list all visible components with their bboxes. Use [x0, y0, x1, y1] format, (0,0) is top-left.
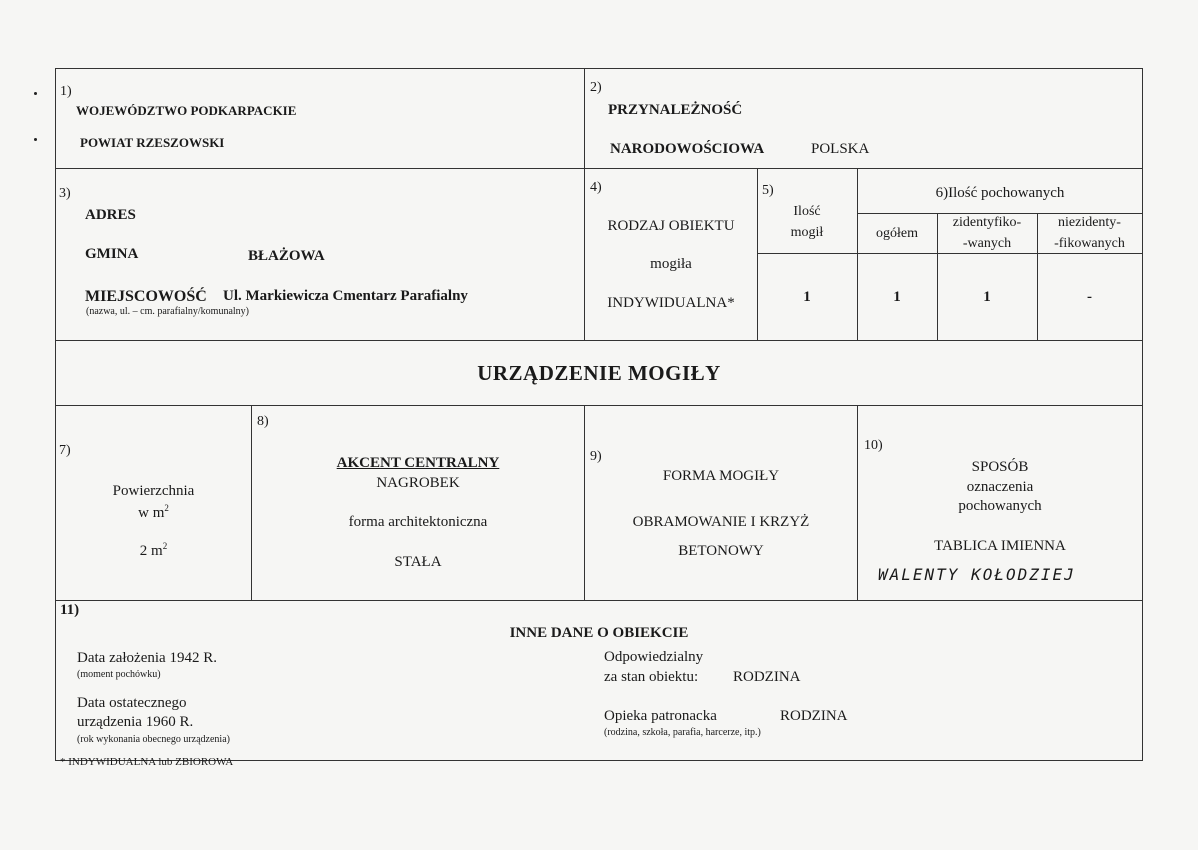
region-text: WOJEWÓDZTWO PODKARPACKIE	[76, 103, 297, 118]
gmina-label: GMINA	[85, 246, 139, 262]
care-label: Opieka patronacka	[604, 708, 717, 724]
cell5-number: 5)	[762, 183, 774, 198]
handwritten-name: WALENTY KOŁODZIEJ	[878, 565, 1076, 584]
buried-identified-header-1: zidentyfiko-	[952, 215, 1022, 230]
marking-label-2: oznaczenia	[966, 479, 1034, 495]
grave-form-label: FORMA MOGIŁY	[662, 468, 780, 484]
cell9-number: 9)	[590, 449, 602, 464]
cell7-number: 7)	[59, 443, 71, 458]
buried-total-header: ogółem	[876, 226, 918, 241]
margin-dot	[34, 92, 37, 95]
buried-identified-header-2: -wanych	[962, 236, 1012, 251]
responsible-label-1: Odpowiedzialny	[604, 649, 704, 665]
graves-count-label-1: Ilość	[793, 204, 821, 219]
footnote: * INDYWIDUALNA lub ZBIOROWA	[60, 756, 234, 768]
town-value: Ul. Markiewicza Cmentarz Parafialny	[223, 288, 468, 304]
address-label: ADRES	[85, 207, 136, 223]
area-value: 2 $m^2$	[139, 541, 168, 559]
graves-count-label-2: mogił	[790, 225, 824, 240]
buried-count-title: 6)Ilość pochowanych	[935, 185, 1065, 201]
care-value: RODZINA	[780, 708, 848, 724]
object-type-kind: INDYWIDUALNA*	[607, 295, 735, 311]
marking-label-1: SPOSÓB	[971, 459, 1029, 475]
cell1-number: 1)	[60, 84, 72, 99]
final-date-line-2: urządzenia 1960 R.	[77, 714, 194, 730]
cell4-number: 4)	[590, 180, 602, 195]
other-data-title: INNE DANE O OBIEKCIE	[509, 625, 689, 641]
final-date-line-1: Data ostatecznego	[77, 695, 187, 711]
cell10-number: 10)	[864, 438, 883, 453]
marking-label-3: pochowanych	[958, 498, 1042, 514]
district-text: POWIAT RZESZOWSKI	[80, 135, 225, 150]
nationality-label-2: NARODOWOŚCIOWA	[610, 141, 765, 157]
responsible-label-2: za stan obiektu:	[604, 669, 699, 685]
graves-count-value: 1	[803, 289, 811, 305]
founding-date: Data założenia 1942 R.	[77, 650, 217, 666]
town-label: MIEJSCOWOŚĆ	[85, 288, 207, 305]
area-label-1: Powierzchnia	[112, 483, 195, 499]
town-note: (nazwa, ul. – cm. parafialny/komunalny)	[86, 306, 249, 317]
cell3-number: 3)	[59, 186, 71, 201]
buried-identified-value: 1	[983, 289, 991, 305]
cell8-number: 8)	[257, 414, 269, 429]
margin-dot	[34, 138, 37, 141]
buried-total-value: 1	[893, 289, 901, 305]
central-accent-heading: AKCENT CENTRALNY	[336, 455, 500, 471]
buried-unidentified-header-2: -fikowanych	[1054, 236, 1125, 251]
buried-unidentified-value: -	[1087, 289, 1092, 305]
buried-unidentified-header-1: niezidenty-	[1058, 215, 1121, 230]
area-label-2: w $m^2$	[138, 503, 169, 521]
cell2-number: 2)	[590, 80, 602, 95]
marking-value: TABLICA IMIENNA	[934, 538, 1066, 554]
architectural-form-text: forma architektoniczna	[348, 514, 488, 530]
nationality-label-1: PRZYNALEŻNOŚĆ	[608, 102, 743, 118]
object-type-label: RODZAJ OBIEKTU	[607, 218, 735, 234]
grave-form-value-1: OBRAMOWANIE I KRZYŻ	[632, 514, 810, 530]
gravestone-text: NAGROBEK	[376, 475, 460, 491]
permanence-text: STAŁA	[394, 554, 442, 570]
cell11-number: 11)	[60, 602, 80, 618]
grave-form-value-2: BETONOWY	[678, 543, 764, 559]
section-title: URZĄDZENIE MOGIŁY	[477, 361, 721, 385]
founding-date-note: (moment pochówku)	[77, 669, 161, 680]
gmina-value: BŁAŻOWA	[248, 248, 325, 264]
nationality-value: POLSKA	[811, 141, 870, 157]
final-date-note: (rok wykonania obecnego urządzenia)	[77, 734, 230, 745]
responsible-value: RODZINA	[733, 669, 801, 685]
object-type-value: mogiła	[650, 256, 692, 272]
care-note: (rodzina, szkoła, parafia, harcerze, itp.)	[604, 727, 761, 738]
